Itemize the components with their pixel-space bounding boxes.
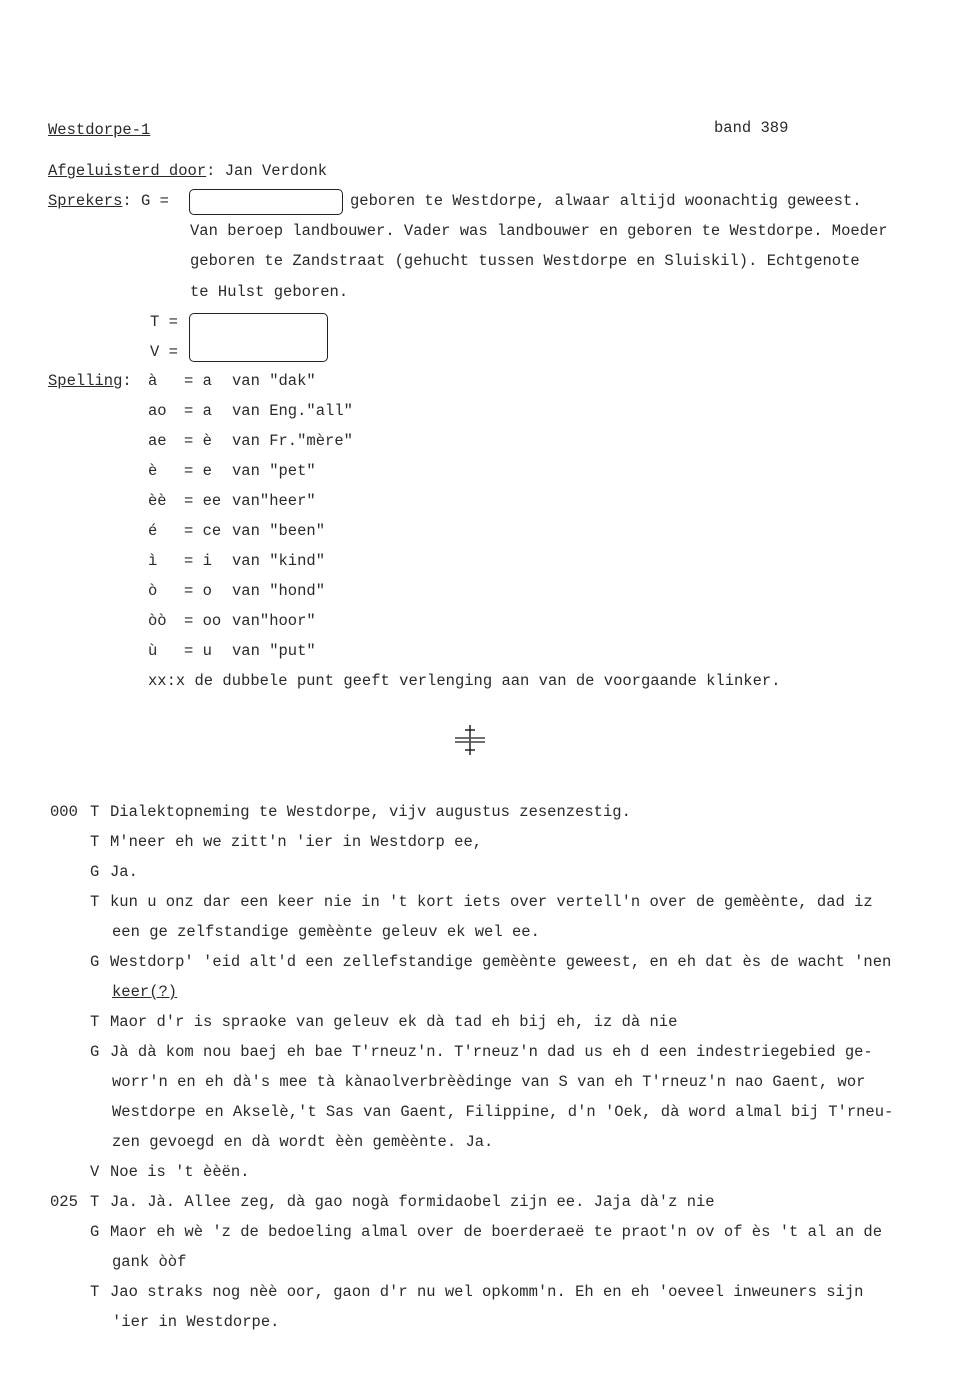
spelling-equivalent: = i <box>184 552 212 570</box>
speaker-v-label: V = <box>150 343 178 361</box>
transcript-line: Jao straks nog nèè oor, gaon d'r nu wel opkomm'n. Eh en eh 'oeveel inweuners sijn <box>110 1283 864 1301</box>
transcript-line: Ja. <box>110 863 138 881</box>
spelling-symbol: òò <box>148 612 167 630</box>
spelling-label: Spelling <box>48 372 123 390</box>
spelling-example: van "pet" <box>232 462 316 480</box>
spelling-example: van "hond" <box>232 582 326 600</box>
speaker-code: G <box>90 1223 100 1241</box>
spelling-equivalent: = è <box>184 432 212 450</box>
spelling-row <box>148 522 325 540</box>
spelling-equivalent: = a <box>184 402 212 420</box>
transcript-line: gank òòf <box>112 1253 187 1271</box>
transcript-line: een ge zelfstandige gemèènte geleuv ek wel ee. <box>112 923 540 941</box>
speaker-g-line1: geboren te Westdorpe, alwaar altijd woonachtig geweest. <box>350 192 862 210</box>
spelling-symbol: ì <box>148 552 158 570</box>
tape-number: band 389 <box>714 119 789 137</box>
speaker-code: T <box>90 1013 100 1031</box>
listened-by <box>48 162 327 180</box>
spelling-row <box>148 612 316 630</box>
spelling-example: van Fr."mère" <box>232 432 353 450</box>
spelling-equivalent: = ee <box>184 492 222 510</box>
speaker-code: G <box>90 1043 100 1061</box>
speaker-code: T <box>90 1193 100 1211</box>
spelling-row <box>148 372 316 390</box>
spelling-row <box>148 402 353 420</box>
transcript-line: Dialektopneming te Westdorpe, vijv augustus zesenzestig. <box>110 803 631 821</box>
speaker-code: T <box>90 833 100 851</box>
spelling-symbol: èè <box>148 492 167 510</box>
transcript-line: Jà dà kom nou baej eh bae T'rneuz'n. T'rneuz'n dad us eh d een indestriegebied ge- <box>110 1043 873 1061</box>
spelling-row <box>148 642 316 660</box>
spelling-example: van"heer" <box>232 492 316 510</box>
redacted-name-g <box>189 189 343 215</box>
speaker-g-prefix: : G = <box>122 192 169 210</box>
transcript-line: keer(?) <box>112 983 178 1001</box>
spelling-symbol: è <box>148 462 158 480</box>
document-title: Westdorpe-1 <box>48 121 151 139</box>
listened-by-label: Afgeluisterd door <box>48 162 207 180</box>
spelling-equivalent: = oo <box>184 612 222 630</box>
spelling-example: van Eng."all" <box>232 402 353 420</box>
spelling-equivalent: = e <box>184 462 212 480</box>
spelling-equivalent: = a <box>184 372 212 390</box>
transcript-line: zen gevoegd en dà wordt èèn gemèènte. Ja. <box>112 1133 494 1151</box>
transcript-line: Ja. Jà. Allee zeg, dà gao nogà formidaobel zijn ee. Jaja dà'z nie <box>110 1193 715 1211</box>
spelling-symbol: à <box>148 372 158 390</box>
speaker-code: T <box>90 893 100 911</box>
transcript-line: Westdorp' 'eid alt'd een zellefstandige gemèènte geweest, en eh dat ès de wacht 'nen <box>110 953 892 971</box>
speaker-code: G <box>90 953 100 971</box>
spelling-symbol: ò <box>148 582 158 600</box>
transcript-line: Noe is 't èèën. <box>110 1163 250 1181</box>
transcript-line: Westdorpe en Akselè,'t Sas van Gaent, Filippine, d'n 'Oek, dà word almal bij T'rneu- <box>112 1103 894 1121</box>
timecode: 025 <box>50 1193 78 1211</box>
transcript-line: 'ier in Westdorpe. <box>112 1313 280 1331</box>
spelling-equivalent: = o <box>184 582 212 600</box>
spelling-example: van"hoor" <box>232 612 316 630</box>
transcript-line: Maor eh wè 'z de bedoeling almal over de boerderaeë te praot'n ov of ès 't al an de <box>110 1223 883 1241</box>
spelling-equivalent: = ce <box>184 522 222 540</box>
speaker-code: T <box>90 803 100 821</box>
transcript-line: worr'n en eh dà's mee tà kànaolverbrèèdinge van S van eh T'rneuz'n nao Gaent, wor <box>112 1073 866 1091</box>
spelling-row <box>148 552 325 570</box>
spelling-equivalent: = u <box>184 642 212 660</box>
spelling-symbol: ao <box>148 402 167 420</box>
speaker-g-line2: Van beroep landbouwer. Vader was landbouwer en geboren te Westdorpe. Moeder <box>190 222 888 240</box>
spelling-row <box>148 462 316 480</box>
speakers-label: Sprekers <box>48 192 123 210</box>
section-separator-icon <box>452 722 488 758</box>
speaker-code: T <box>90 1283 100 1301</box>
spelling-symbol: é <box>148 522 158 540</box>
spelling-note: xx:x de dubbele punt geeft verlenging aan van de voorgaande klinker. <box>148 672 781 690</box>
spelling-row <box>148 432 353 450</box>
speakers-row <box>48 192 169 210</box>
spelling-example: van "kind" <box>232 552 326 570</box>
speaker-code: G <box>90 863 100 881</box>
spelling-colon: : <box>122 372 132 390</box>
transcript-line: M'neer eh we zitt'n 'ier in Westdorp ee, <box>110 833 483 851</box>
spelling-example: van "dak" <box>232 372 316 390</box>
spelling-row <box>148 492 316 510</box>
spelling-example: van "put" <box>232 642 316 660</box>
speaker-g-line4: te Hulst geboren. <box>190 283 349 301</box>
transcript-line: Maor d'r is spraoke van geleuv ek dà tad eh bij eh, iz dà nie <box>110 1013 678 1031</box>
spelling-symbol: ae <box>148 432 167 450</box>
speaker-g-line3: geboren te Zandstraat (gehucht tussen Westdorpe en Sluiskil). Echtgenote <box>190 252 860 270</box>
spelling-symbol: ù <box>148 642 158 660</box>
spelling-example: van "been" <box>232 522 326 540</box>
speaker-code: V <box>90 1163 100 1181</box>
transcript-line: kun u onz dar een keer nie in 't kort iets over vertell'n over de gemèènte, dad iz <box>110 893 873 911</box>
redacted-name-tv <box>189 313 328 362</box>
spelling-label-wrap <box>48 372 132 390</box>
spelling-row <box>148 582 325 600</box>
listened-by-value: : Jan Verdonk <box>206 162 328 180</box>
timecode: 000 <box>50 803 78 821</box>
speaker-t-label: T = <box>150 313 178 331</box>
